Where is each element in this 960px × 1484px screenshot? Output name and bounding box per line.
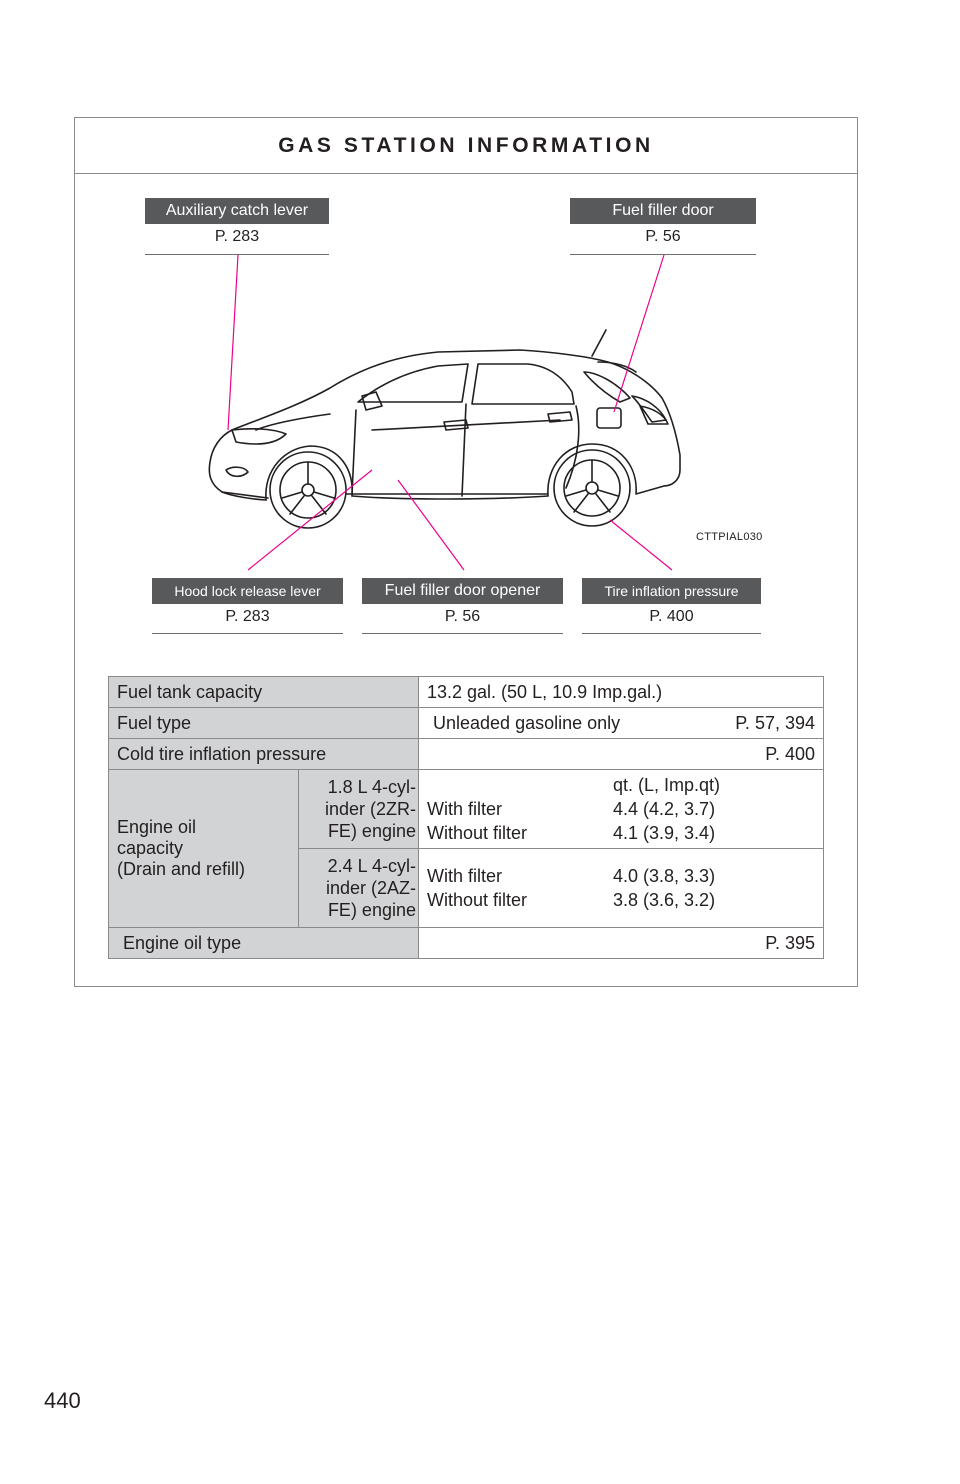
engine2-name-line: FE) engine [327,900,416,920]
engine-oil-label-line: (Drain and refill) [117,859,246,879]
callout-auxiliary-catch-lever: Auxiliary catch lever [145,198,329,224]
fuel-type-ref: P. 57, 394 [735,712,815,733]
fuel-type-label: Fuel type [109,708,419,739]
engine-oil-label-line: capacity [117,838,184,858]
spec-table [108,676,824,959]
oil-unit-header: qt. (L, Imp.qt) [613,775,721,795]
callout-fuel-filler-door-opener: Fuel filler door opener [362,578,563,604]
without-filter-label: Without filter [427,823,528,843]
engine1-values [419,770,824,849]
leader-fuel-filler-door [614,255,664,412]
engine1-name-line: 1.8 L 4-cyl- [327,777,416,797]
ref-underline [362,633,563,634]
cold-tire-pressure-label: Cold tire inflation pressure [109,739,419,770]
engine-oil-capacity-label [109,770,299,928]
engine2-values [419,849,824,928]
ref-auxiliary-catch-lever: P. 283 [214,228,260,245]
ref-fuel-filler-door: P. 56 [645,228,681,245]
ref-fuel-filler-door-opener: P. 56 [444,608,481,625]
engine2-name-line: inder (2AZ- [325,878,416,898]
fuel-type-text: Unleaded gasoline only [433,712,621,733]
fuel-tank-capacity-label: Fuel tank capacity [109,677,419,708]
callout-hood-lock-release-lever: Hood lock release lever [152,578,343,604]
engine1-label [299,770,419,849]
fuel-type-value [419,708,824,739]
without-filter-value: 4.1 (3.9, 3.4) [613,823,716,843]
engine2-name-line: 2.4 L 4-cyl- [327,856,416,876]
engine-oil-type-label: Engine oil type [109,928,419,959]
leader-auxiliary-catch-lever [228,255,238,430]
callout-fuel-filler-door: Fuel filler door [570,198,756,224]
page-number: 440 [44,1388,81,1413]
engine-oil-label-line: Engine oil [117,817,197,837]
engine1-name-line: FE) engine [327,821,416,841]
ref-underline [152,633,343,634]
cold-tire-pressure-ref: P. 400 [419,739,824,770]
table-row [109,708,824,739]
with-filter-label: With filter [427,799,503,819]
table-row [109,677,824,708]
table-row [109,739,824,770]
callout-tire-inflation-pressure: Tire inflation pressure [582,578,761,604]
page-title: GAS STATION INFORMATION [278,133,654,157]
ref-underline [570,254,756,255]
table-row [109,928,824,959]
ref-hood-lock-release-lever: P. 283 [225,608,270,625]
with-filter-label: With filter [427,866,503,886]
without-filter-value: 3.8 (3.6, 3.2) [613,890,716,910]
table-row [109,770,824,849]
ref-tire-inflation-pressure: P. 400 [649,608,694,625]
with-filter-value: 4.0 (3.8, 3.3) [613,866,716,886]
ref-underline [145,254,329,255]
without-filter-label: Without filter [427,890,528,910]
figure-code: CTTPIAL030 [696,531,763,543]
ref-underline [582,633,761,634]
engine1-name-line: inder (2ZR- [324,799,416,819]
leader-tire-inflation-pressure [610,520,672,570]
with-filter-value: 4.4 (4.2, 3.7) [613,799,716,819]
engine-oil-type-ref: P. 395 [419,928,824,959]
fuel-tank-capacity-value: 13.2 gal. (50 L, 10.9 Imp.gal.) [419,677,824,708]
engine2-label [299,849,419,928]
